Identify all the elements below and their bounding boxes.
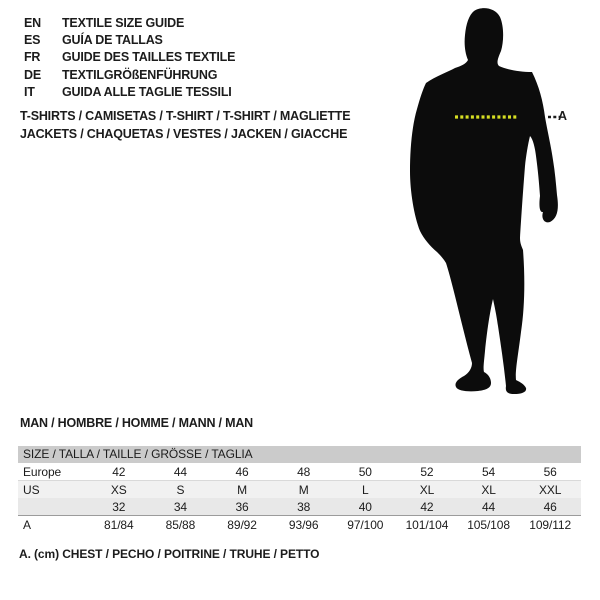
cell: XS: [110, 482, 127, 497]
language-code: IT: [24, 85, 35, 100]
language-label: TEXTILGRÖßENFÜHRUNG: [62, 67, 218, 82]
cell: 44: [481, 499, 496, 514]
cell: 93/96: [288, 517, 319, 532]
cell: 85/88: [165, 517, 196, 532]
language-label: GUIDE DES TAILLES TEXTILE: [62, 50, 236, 65]
cell: 105/108: [467, 517, 510, 532]
man-silhouette: [408, 6, 564, 398]
language-code: FR: [24, 50, 41, 65]
man-figure: [408, 6, 564, 398]
cell: 38: [297, 499, 311, 514]
language-code: DE: [24, 67, 41, 82]
cell: XL: [419, 482, 435, 497]
size-table-header: SIZE / TALLA / TAILLE / GRÖSSE / TAGLIA: [18, 446, 581, 463]
cell: XXL: [538, 482, 562, 497]
language-label: TEXTILE SIZE GUIDE: [62, 15, 185, 30]
category-lines: [20, 108, 350, 143]
cell: 54: [481, 464, 496, 479]
cell: 109/112: [529, 517, 572, 532]
cell: 40: [358, 499, 372, 514]
cell: 48: [297, 464, 311, 479]
category-line-tshirts: T-SHIRTS / CAMISETAS / T-SHIRT / T-SHIRT / MAGLIETTE: [20, 109, 351, 123]
table-row-europe: [18, 463, 581, 481]
cell: 36: [235, 499, 249, 514]
cell: S: [176, 482, 185, 497]
language-code: ES: [24, 33, 41, 48]
measure-label-a: A: [558, 109, 568, 123]
size-table: [18, 446, 581, 533]
cell: 89/92: [227, 517, 257, 532]
cell: 97/100: [347, 517, 384, 532]
cell: 46: [235, 464, 249, 479]
row-label: US: [23, 482, 40, 497]
cell: M: [298, 482, 309, 497]
cell: 101/104: [405, 517, 449, 532]
language-list: [24, 14, 235, 101]
cell: 56: [543, 464, 557, 479]
cell: 50: [358, 464, 372, 479]
chest-footnote: A. (cm) CHEST / PECHO / POITRINE / TRUHE / PETTO: [19, 547, 320, 561]
cell: 52: [420, 464, 434, 479]
cell: 34: [173, 499, 188, 514]
cell: 42: [112, 464, 126, 479]
language-row-fr: [24, 49, 235, 66]
row-label: Europe: [23, 464, 62, 479]
cell: 46: [543, 499, 557, 514]
cell: 42: [420, 499, 434, 514]
language-row-it: [24, 84, 235, 101]
row-label: A: [23, 517, 31, 532]
table-row-chest: [18, 515, 581, 533]
cell: XL: [481, 482, 496, 497]
table-row-numeric: [18, 498, 581, 515]
language-label: GUÍA DE TALLAS: [62, 33, 163, 48]
cell: M: [237, 482, 248, 497]
category-line-jackets: JACKETS / CHAQUETAS / VESTES / JACKEN / GIACCHE: [20, 126, 348, 141]
language-code: EN: [24, 15, 41, 30]
language-row-en: [24, 14, 235, 31]
cell: 44: [173, 464, 188, 479]
cell: 32: [112, 499, 126, 514]
language-row-es: [24, 31, 235, 48]
cell: 81/84: [104, 517, 134, 532]
section-title-man: MAN / HOMBRE / HOMME / MANN / MAN: [20, 416, 253, 430]
language-label: GUIDA ALLE TAGLIE TESSILI: [62, 85, 232, 100]
language-row-de: [24, 66, 235, 83]
silhouette-shape: [410, 8, 558, 394]
table-row-us: [18, 481, 581, 498]
cell: L: [362, 482, 369, 497]
